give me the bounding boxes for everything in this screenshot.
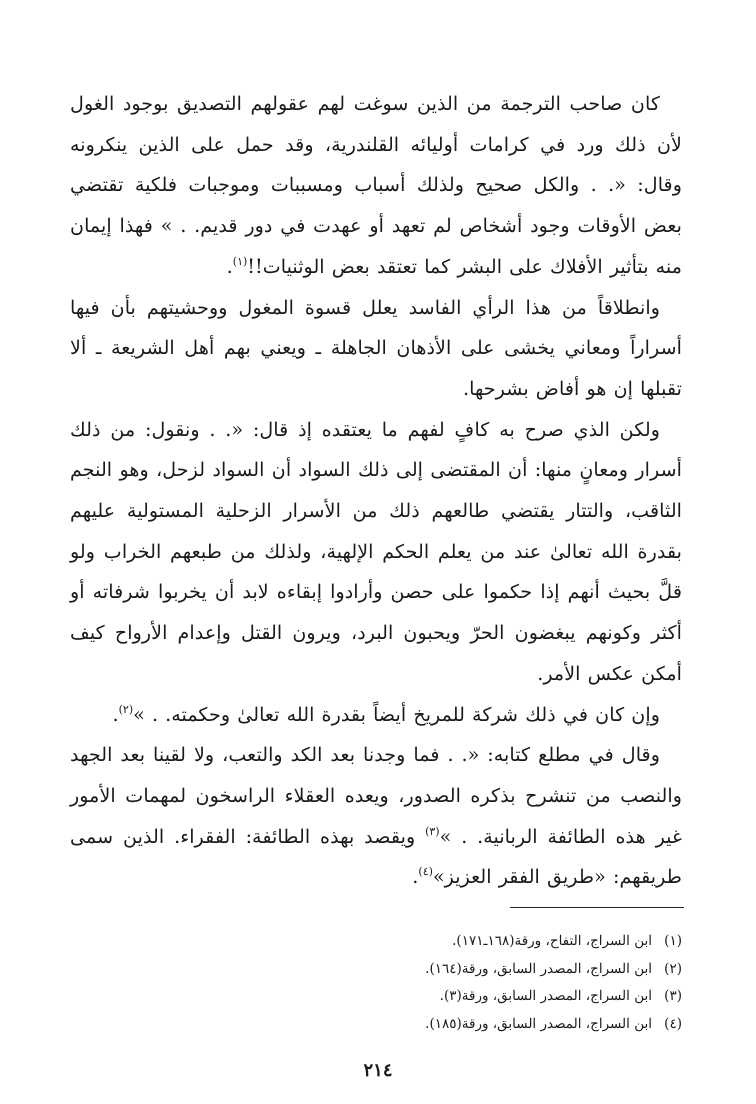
body-text: [70, 84, 682, 898]
paragraph-tail: .: [226, 254, 233, 278]
page-number: ٢١٤: [363, 1060, 393, 1081]
footnotes: [120, 928, 682, 1038]
footnote: [120, 928, 682, 956]
footnote-number: (٢): [664, 960, 682, 977]
paragraph-text: وقال في مطلع كتابه: «. . فما وجدنا بعد الكد والتعب، ولا لقينا بعد الجهد والنصب من تنشرح بذكره الصدور، ويعده العقلاء الراسخون لمهمات الأمور غير هذه الطائفة الربانية. . »: [70, 743, 682, 848]
paragraph: [70, 410, 682, 695]
footnote-reference[interactable]: (٤): [418, 865, 433, 879]
paragraph: [70, 735, 682, 898]
paragraph-tail: .: [112, 702, 119, 726]
paragraph: [70, 695, 682, 736]
paragraph-text: وإن كان في ذلك شركة للمريخ أيضاً بقدرة الله تعالىٰ وحكمته. . »: [133, 702, 660, 726]
footnote-number: (٣): [664, 988, 682, 1004]
footnote-reference[interactable]: (١): [232, 254, 248, 268]
footnote-number: (١): [664, 933, 682, 949]
footnote: [120, 956, 682, 984]
footnote: [120, 1011, 682, 1039]
footnote-number: (٤): [664, 1015, 682, 1032]
paragraph-text: وانطلاقاً من هذا الرأي الفاسد يعلل قسوة المغول ووحشيتهم بأن فيها أسراراً ومعاني يخشى على الأذهان الجاهلة ـ ويعني بهم أهل الشريعة ـ ألا تقبلها إن هو أفاض بشرحها.: [70, 295, 682, 400]
paragraph: [70, 288, 682, 410]
paragraph-tail: ويقصد بهذه الطائفة: الفقراء. الذين سمى طريقهم: «طريق الفقر العزيز»: [70, 824, 682, 889]
footnote-text: ابن السراج، المصدر السابق، ورقة(١٨٥).: [425, 1015, 652, 1032]
paragraph-text: كان صاحب الترجمة من الذين سوغت لهم عقولهم التصديق بوجود الغول لأن ذلك ورد في كرامات أوليائه القلندرية، وقد حمل على الذين ينكرونه وقال: «. . والكل صحيح ولذلك أسباب ومسببات وموجبات فلكية تقتضي بعض الأوقات وجود أشخاص لم تعهد أو عهدت في دور قديم. . » فهذا إيمان منه بتأثير الأفلاك على البشر كما تعتقد بعض الوثنيات!!: [70, 92, 682, 278]
footnote-reference[interactable]: (٢): [118, 702, 134, 716]
footnote-text: ابن السراج، المصدر السابق، ورقة(١٦٤).: [425, 960, 652, 977]
footnote-text: ابن السراج، التفاح، ورقة(١٦٨ـ١٧١).: [452, 933, 652, 949]
footnote: [120, 983, 682, 1011]
paragraph-text: ولكن الذي صرح به كافٍ لفهم ما يعتقده إذ قال: «. . ونقول: من ذلك أسرار ومعانٍ منها: أن المقتضى إلى ذلك السواد أن السواد لزحل، وهو النجم الثاقب، والتتار يقتضي طالعهم ذلك من الأسرار الزحلية المستولية عليهم بقدرة الله تعالىٰ عند من يعلم الحكم الإلهية، ولذلك من طبعهم الخراب ولو قلَّ بحيث أنهم إذا حكموا على حصن وأرادوا إبقاءه لابد أن يخربوا شرفاته أو أكثر وكونهم يبغضون الحرّ ويحبون البرد، ويرون القتل وإعدام الأرواح كيف أمكن عكس الأمر.: [70, 417, 682, 685]
paragraph: [70, 84, 682, 288]
paragraph-tail: .: [412, 865, 419, 889]
footnote-text: ابن السراج، المصدر السابق، ورقة(٣).: [439, 988, 652, 1004]
footnote-divider: [510, 907, 684, 908]
footnote-reference[interactable]: (٣): [425, 824, 440, 838]
